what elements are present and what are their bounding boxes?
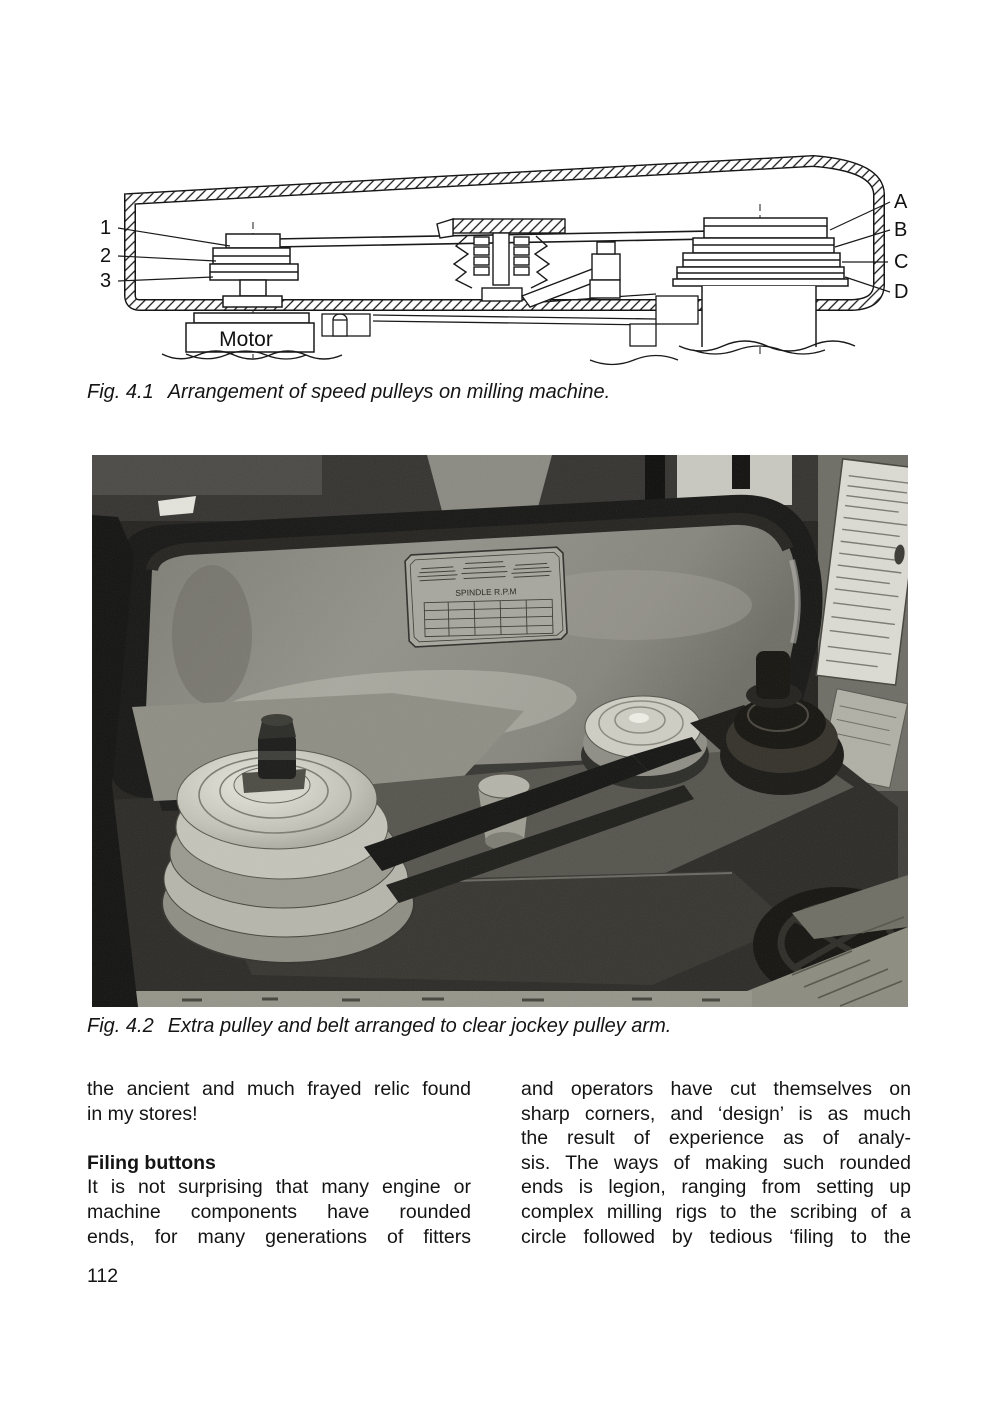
text-line: circle followed by tedious ‘filing to the [521, 1225, 911, 1248]
fig-4-2-caption-text: Extra pulley and belt arranged to clear jockey pulley arm. [167, 1015, 672, 1037]
spindle-cone-pulley [673, 218, 855, 351]
right-column [521, 1077, 911, 1249]
text-line: and operators have cut themselves on [521, 1078, 911, 1100]
jockey-pulley-assembly [437, 219, 620, 307]
text-line: in my stores! [87, 1102, 198, 1125]
text-line: ends is legion, ranging from setting up [521, 1176, 911, 1199]
motor-label: Motor [219, 328, 273, 351]
text-line: the result of experience as of analy- [521, 1127, 911, 1150]
left-column [87, 1077, 471, 1249]
motor-body [162, 313, 342, 359]
fig-4-2-photo [92, 455, 908, 1007]
text-line: ends, for many generations of fitters [87, 1225, 471, 1248]
text-line: It is not surprising that many engine or [87, 1176, 471, 1199]
fig-4-1-caption [87, 381, 610, 404]
text-line: sis. The ways of making such rounded [521, 1151, 911, 1174]
fig-4-2-caption [87, 1015, 671, 1038]
fig-4-1-drawing [90, 146, 910, 374]
text-line: the ancient and much frayed relic found [87, 1078, 471, 1100]
rpm-plate-title: SPINDLE R.P.M [455, 586, 517, 598]
section-heading: Filing buttons [87, 1151, 216, 1174]
film-grain [92, 455, 908, 1007]
text-line: complex milling rigs to the scribing of a [521, 1200, 911, 1223]
callout-2: 2 [100, 245, 112, 267]
callout-1: 1 [100, 217, 112, 239]
callout-C: C [894, 251, 909, 273]
callout-A: A [894, 191, 908, 213]
callout-3: 3 [100, 270, 112, 292]
fig-4-1-caption-label: Fig. 4.1 [87, 381, 154, 403]
page-number: 112 [87, 1265, 119, 1287]
callout-D: D [894, 281, 909, 303]
text-line: sharp corners, and ‘design’ is as much [521, 1102, 911, 1125]
text-line: machine components have rounded [87, 1200, 471, 1223]
fig-4-1-caption-text: Arrangement of speed pulleys on milling machine. [167, 381, 611, 403]
callout-B: B [894, 219, 908, 241]
fig-4-2-caption-label: Fig. 4.2 [87, 1015, 154, 1037]
